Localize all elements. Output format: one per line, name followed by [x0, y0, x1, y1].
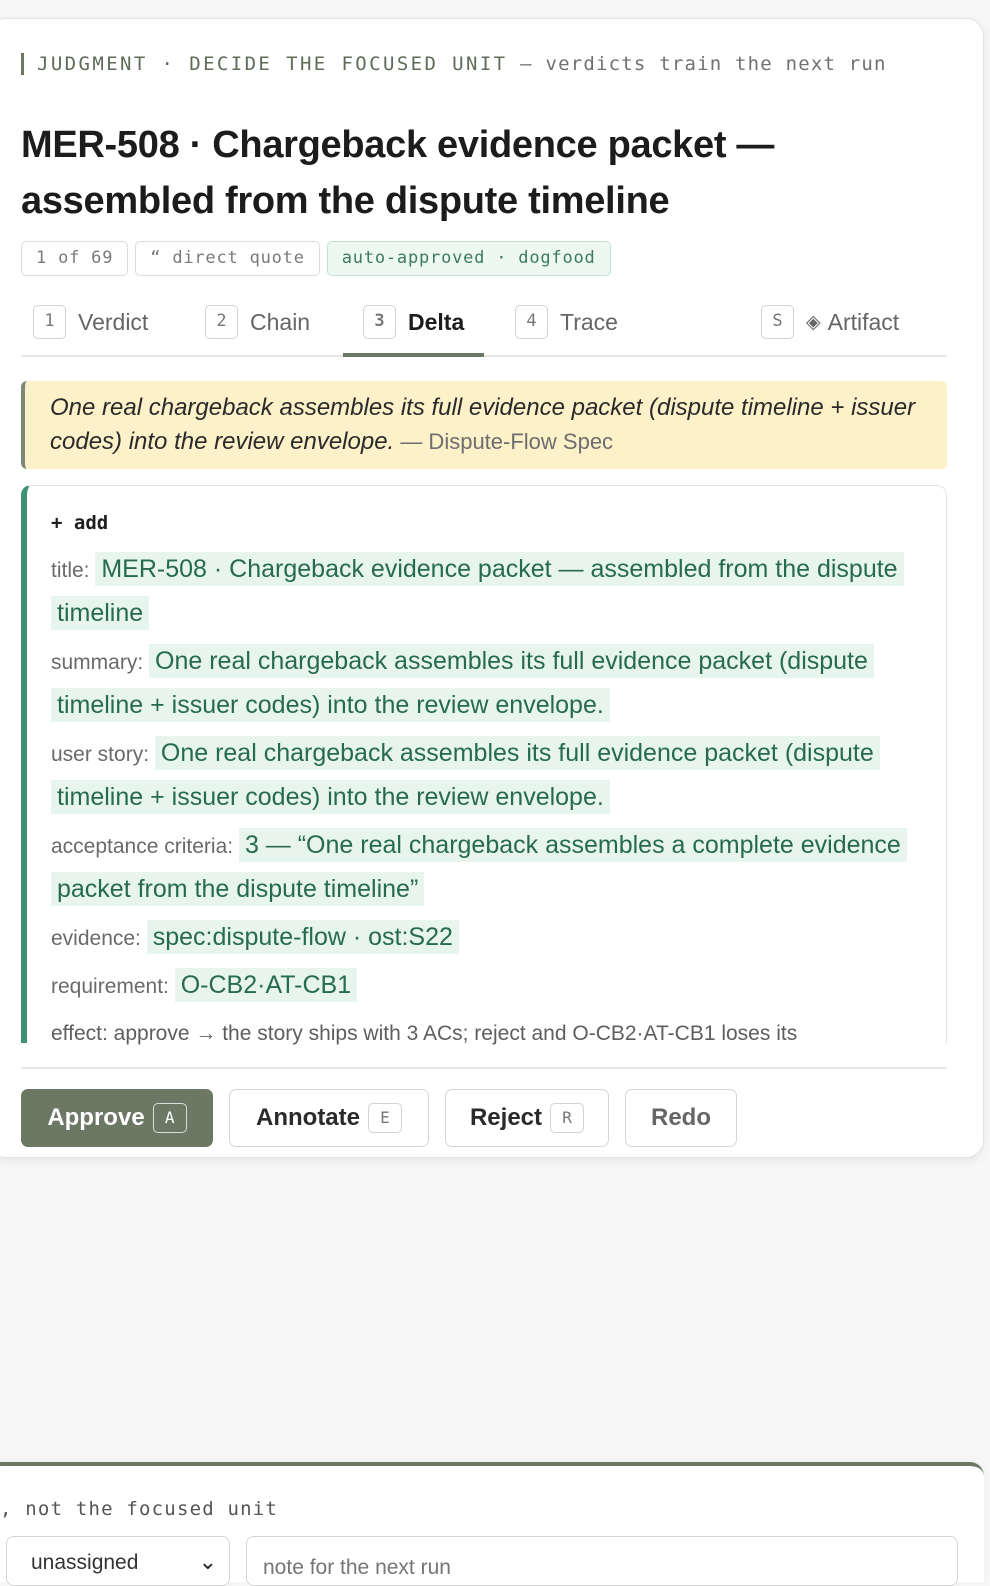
delta-effect: effect: approve → the story ships with 3 ACs; reject and O-CB2·AT-CB1 loses its	[51, 1022, 798, 1045]
delta-field-summary	[51, 640, 926, 728]
tab-label: Chain	[250, 308, 311, 335]
delta-field-user-story	[51, 732, 926, 820]
button-label: Annotate	[256, 1104, 360, 1131]
tab-key: 3	[363, 305, 396, 339]
button-label: Reject	[469, 1104, 543, 1131]
select-value: unassigned	[31, 1551, 139, 1574]
unit-title: MER-508 · Chargeback evidence packet — assembled from the dispute timeline	[21, 124, 775, 222]
tab-key: S	[761, 305, 794, 339]
delta-field-title	[51, 548, 926, 636]
tab-delta[interactable]	[363, 289, 464, 355]
tab-label: Delta	[408, 308, 465, 335]
source-quote	[21, 381, 947, 469]
delta-panel[interactable]	[21, 485, 947, 1043]
delta-field-evidence	[51, 916, 926, 960]
field-label: user story:	[51, 743, 150, 766]
diamond-icon: ◈	[806, 311, 821, 333]
action-bar	[21, 1089, 737, 1147]
panel-note: , not the focused unit	[0, 1498, 279, 1520]
shortcut-key: E	[368, 1103, 402, 1133]
chip-row	[21, 241, 611, 276]
field-label: evidence:	[51, 927, 141, 950]
eyebrow-caps: JUDGMENT · DECIDE THE FOCUSED UNIT	[37, 53, 508, 75]
field-label: summary:	[51, 651, 144, 674]
quote-type-chip: “ direct quote	[135, 241, 320, 276]
tab-bar	[21, 289, 947, 357]
delta-field-acceptance-criteria	[51, 824, 926, 912]
tab-chain[interactable]	[205, 289, 310, 355]
tab-key: 4	[515, 305, 548, 339]
tab-label: Verdict	[78, 308, 149, 335]
tab-key: 1	[33, 305, 66, 339]
delta-op-label: + add	[51, 512, 109, 534]
shortcut-key: A	[153, 1103, 187, 1133]
tab-label: Trace	[560, 308, 618, 335]
chevron-down-icon: ⌄	[198, 1549, 217, 1574]
tab-verdict[interactable]	[33, 289, 148, 355]
assignee-select[interactable]	[6, 1536, 230, 1586]
annotate-button[interactable]	[229, 1089, 429, 1147]
field-value: O-CB2·AT-CB1	[175, 968, 357, 1002]
note-input[interactable]	[246, 1536, 958, 1586]
field-value: One real chargeback assembles its full evidence packet (dispute timeline + issuer codes) into the review envelope.	[51, 644, 874, 722]
tab-label: Artifact	[827, 308, 900, 335]
reject-button[interactable]	[445, 1089, 609, 1147]
field-label: title:	[51, 559, 90, 582]
annotation-panel	[0, 1462, 984, 1582]
field-value: MER-508 · Chargeback evidence packet — assembled from the dispute timeline	[51, 552, 904, 630]
tab-trace[interactable]	[515, 289, 618, 355]
field-value: One real chargeback assembles its full evidence packet (dispute timeline + issuer codes) into the review envelope.	[51, 736, 880, 814]
delta-field-requirement	[51, 964, 926, 1008]
status-badge: auto-approved · dogfood	[327, 241, 611, 276]
quote-source: — Dispute-Flow Spec	[394, 429, 614, 454]
field-label: acceptance criteria:	[51, 835, 234, 858]
quote-text: One real chargeback assembles its full evidence packet (dispute timeline + issuer codes) into the review envelope.	[50, 394, 916, 455]
redo-button[interactable]	[625, 1089, 737, 1147]
eyebrow	[21, 53, 887, 75]
judgment-card	[0, 18, 984, 1158]
field-value: spec:dispute-flow · ost:S22	[147, 920, 459, 954]
shortcut-key: R	[550, 1103, 584, 1133]
field-label: requirement:	[51, 975, 169, 998]
tab-key: 2	[205, 305, 238, 339]
tab-artifact[interactable]	[761, 289, 899, 355]
divider	[21, 1067, 947, 1069]
button-label: Approve	[47, 1104, 145, 1131]
button-label: Redo	[651, 1104, 711, 1131]
position-chip: 1 of 69	[21, 241, 128, 276]
eyebrow-rest: — verdicts train the next run	[507, 53, 887, 75]
approve-button[interactable]	[21, 1089, 213, 1147]
field-value: 3 — “One real chargeback assembles a complete evidence packet from the dispute timeline”	[51, 828, 907, 906]
